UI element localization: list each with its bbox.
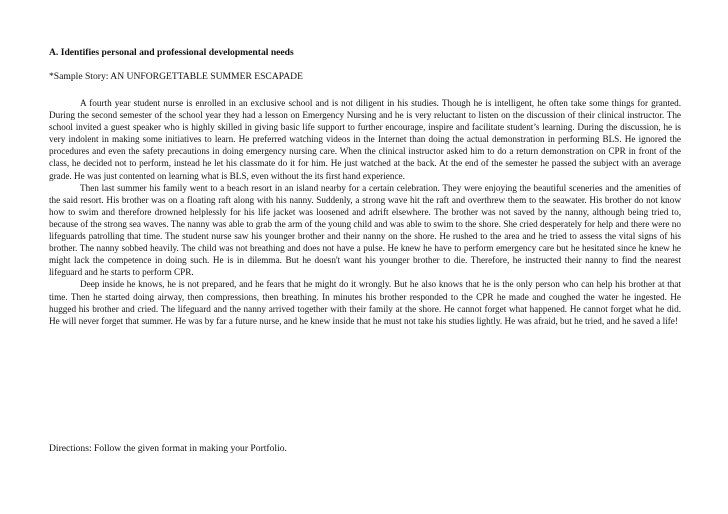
story-paragraph: Deep inside he knows, he is not prepared, and he fears that he might do it wrongly. But he also knows that he is the only person who can help his brother at that time. Then he started doing airway, then compressions, then breathing. In minutes his brother responded to the CPR he made and coughed the water he ingested. He hugged his brother and cried. The lifeguard and the nanny arrived together with their family at the shore. He cannot forget what happened. He cannot forget what he did. He will never forget that summer. He was by far a future nurse, and he knew inside that he must not take his studies lightly. He was afraid, but he tried, and he saved a life! — [49, 279, 681, 326]
story-paragraph: A fourth year student nurse is enrolled in an exclusive school and is not diligent in his studies. Though he is intelligent, he often take some things for granted. During the second semester of the school year they had a lesson on Emergency Nursing and he is very reluctant to listen on the discussion of their clinical instructor. The school invited a guest speaker who is highly skilled in giving basic life support to further encourage, inspire and facilitate student’s learning. During the discussion, he is very indolent in making some initiatives to learn. He preferred watching videos in the Internet than doing the actual demonstration in performing BLS. He ignored the procedures and even the safety precautions in doing emergency nursing care. When the clinical instructor asked him to do a return demonstration on CPR in front of the class, he decided not to perform, instead he let his classmate do it for him. He just watched at the back. At the end of the semester he passed the subject with an average grade. He was just contented on learning what is BLS, even without the its first hand experience. — [49, 98, 681, 181]
document-page — [49, 0, 681, 514]
section-heading: A. Identifies personal and professional developmental needs — [49, 47, 294, 58]
story-title: *Sample Story: AN UNFORGETTABLE SUMMER ESCAPADE — [49, 71, 303, 82]
story-paragraph: Then last summer his family went to a beach resort in an island nearby for a certain celebration. They were enjoying the beautiful sceneries and the amenities of the said resort. His brother was on a floating raft along with his nanny. Suddenly, a strong wave hit the raft and overthrew them to the seawater. His brother do not know how to swim and therefore drowned helplessly for his life jacket was loosened and adrift elsewhere. The brother was not saved by the nanny, although being tried to, because of the strong sea waves. The nanny was able to grab the arm of the young child and was able to swim to the shore. She cried desperately for help and there were no lifeguards patrolling that time. The student nurse saw his younger brother and their nanny on the shore. He rushed to the area and he tried to assess the vital signs of his brother. The nanny sobbed heavily. The child was not breathing and does not have a pulse. He knew he have to perform emergency care but he hesitated since he knew he might lack the competence in doing such. He is in dilemma. But he doesn't want his younger brother to die. Therefore, he instructed their nanny to find the nearest lifeguard and he starts to perform CPR. — [49, 182, 681, 278]
directions-text: Directions: Follow the given format in making your Portfolio. — [49, 443, 287, 454]
story-body — [49, 97, 681, 327]
